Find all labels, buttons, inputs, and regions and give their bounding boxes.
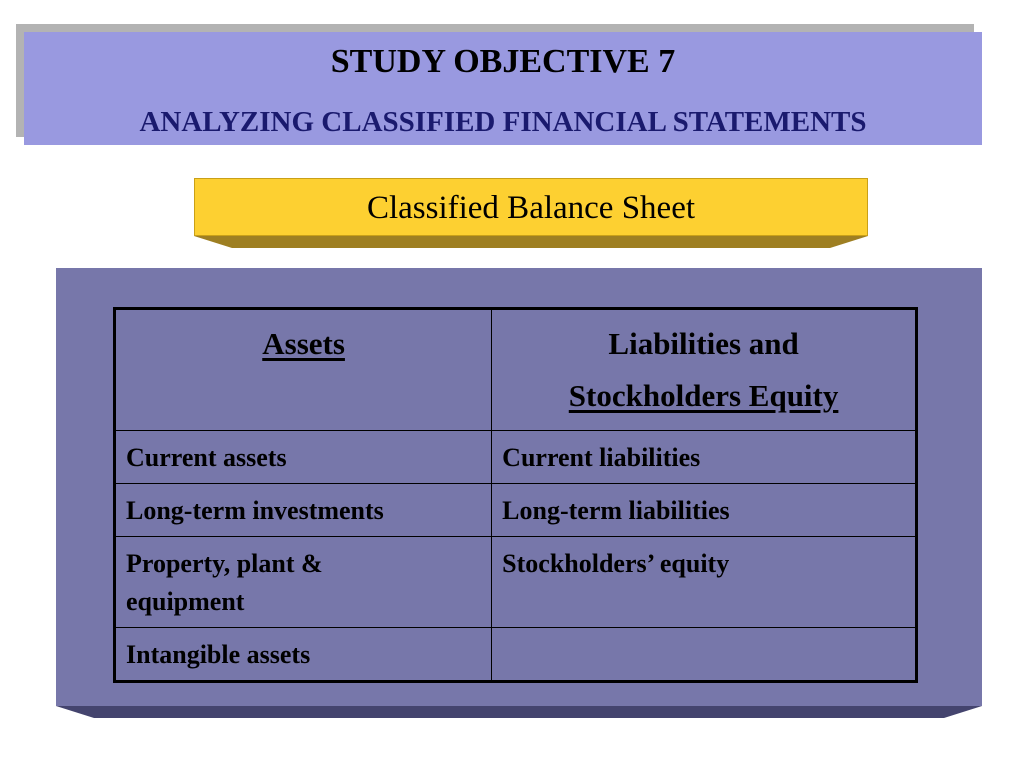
asset-cell-line1: Property, plant & <box>126 549 323 578</box>
asset-cell: Current assets <box>115 431 492 484</box>
liability-cell <box>492 628 917 682</box>
assets-column-header <box>115 309 492 431</box>
asset-cell: Long-term investments <box>115 484 492 537</box>
liability-cell: Long-term liabilities <box>492 484 917 537</box>
liabilities-header-line2: Stockholders Equity <box>568 378 839 413</box>
balance-sheet-table <box>113 307 918 683</box>
liability-cell: Current liabilities <box>492 431 917 484</box>
table-row <box>115 484 917 537</box>
liabilities-column-header <box>492 309 917 431</box>
assets-header-label: Assets <box>262 326 345 361</box>
slide-header <box>24 32 982 145</box>
table-row <box>115 628 917 682</box>
asset-cell-line2: equipment <box>126 587 245 616</box>
slide-title: STUDY OBJECTIVE 7 <box>330 43 676 80</box>
table-header-row <box>115 309 917 431</box>
asset-cell <box>115 537 492 628</box>
slide-subtitle: ANALYZING CLASSIFIED FINANCIAL STATEMENTS <box>139 106 867 138</box>
liability-cell: Stockholders’ equity <box>492 537 917 628</box>
section-banner <box>194 178 868 248</box>
table-row <box>115 431 917 484</box>
banner-label: Classified Balance Sheet <box>366 190 696 226</box>
liabilities-header-line1: Liabilities and <box>608 326 799 361</box>
banner-face <box>194 178 868 236</box>
table-row <box>115 537 917 628</box>
asset-cell: Intangible assets <box>115 628 492 682</box>
